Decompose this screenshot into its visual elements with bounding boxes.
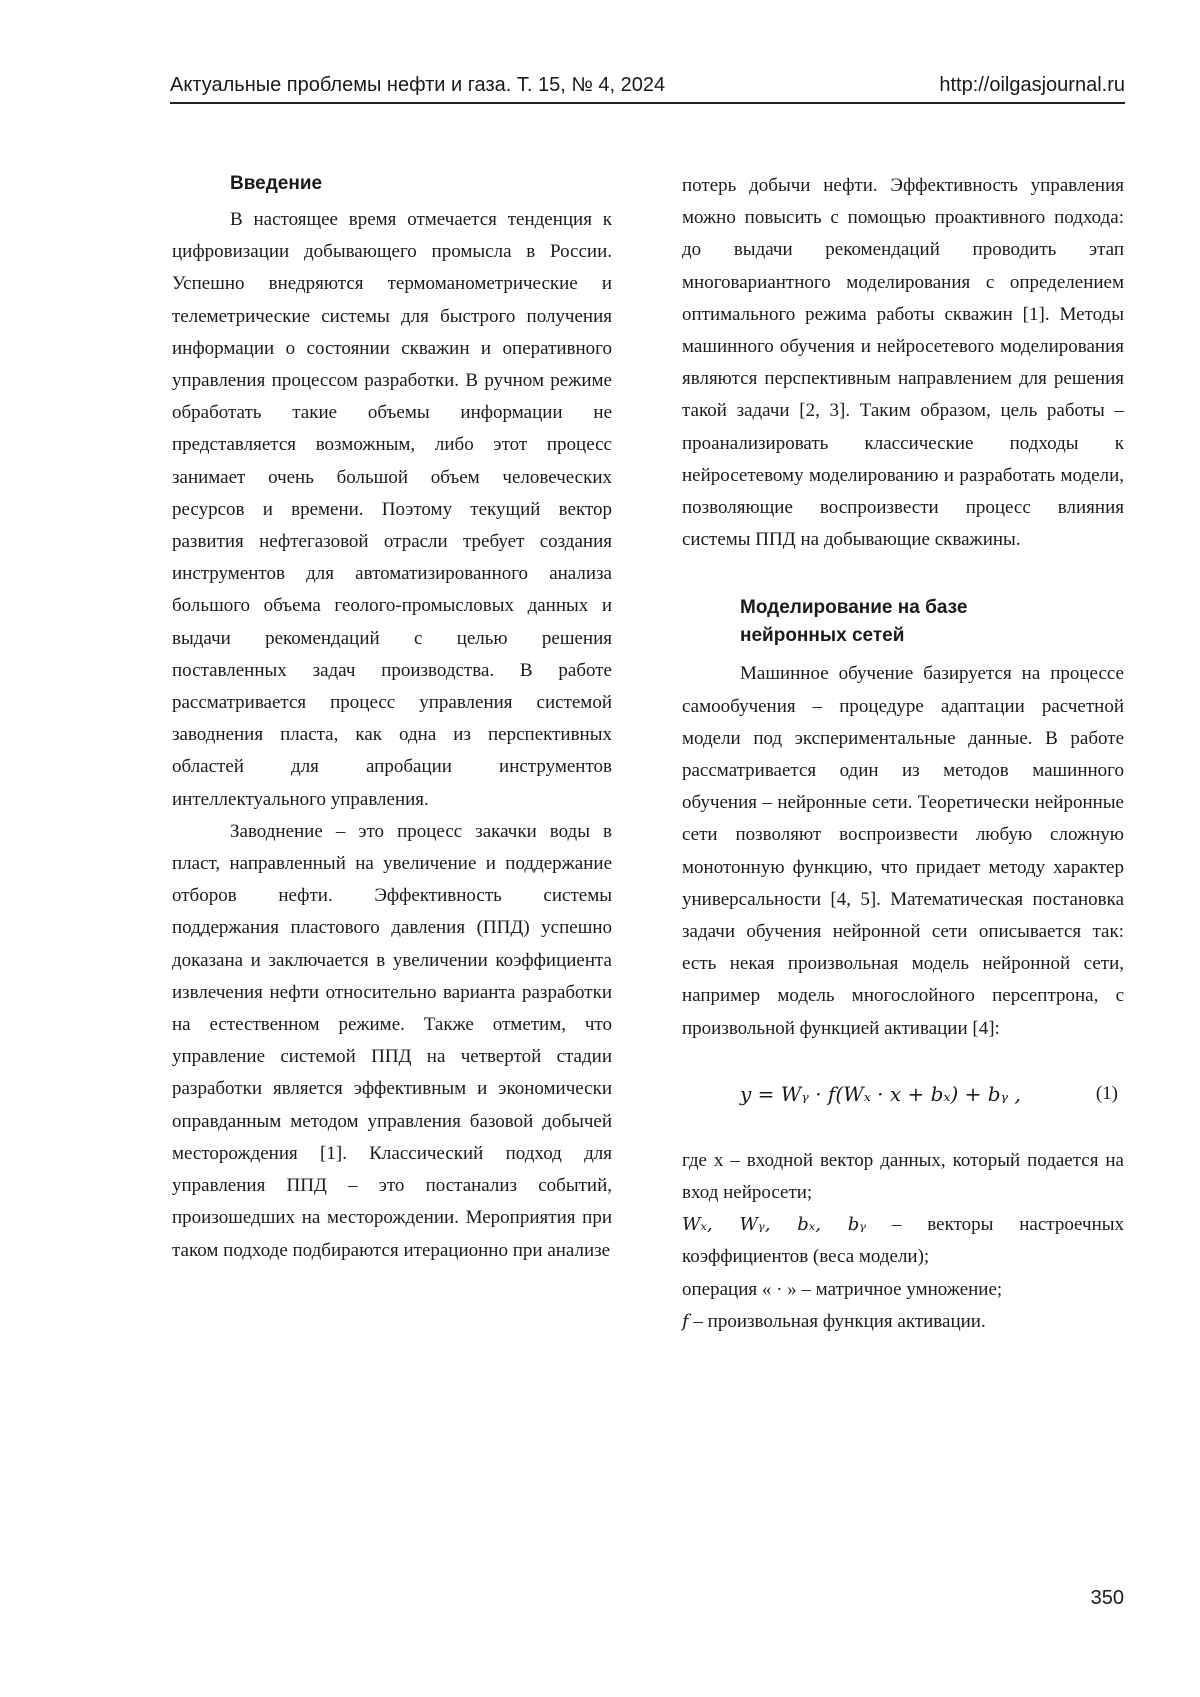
equation-expression: y = Wᵧ · f(Wₓ · x + bₓ) + bᵧ , [740,1081,1021,1106]
section-heading-nn [740,594,1124,650]
definition-symbol: f [682,1310,689,1332]
page-number: 350 [1090,1587,1124,1609]
left-column [172,170,612,1267]
equation-number: (1) [1095,1082,1118,1104]
definition [682,1209,1124,1273]
definition [682,1306,1124,1338]
heading-line: нейронных сетей [740,625,905,647]
section-heading-introduction: Введение [230,173,323,194]
paragraph: потерь добычи нефти. Эффективность управления можно повысить с помощью проактивного подхода: до выдачи рекомендаций проводить этап многовариантного моделирования с определением оптимального режима работы скважин [1]. Методы машинного обучения и нейросетевого моделирования являются перспективным направлением для решения такой задачи [2, 3]. Таким образом, цель работы – проанализировать классические подходы к нейросетевому моделированию и разработать модели, позволяющие воспроизвести процесс влияния системы ППД на добывающие скважины. [682,175,1124,551]
definition-symbols: Wₓ, Wᵧ, bₓ, bᵧ [682,1214,867,1236]
definitions [682,1145,1124,1338]
heading-line: Моделирование на базе [740,597,968,619]
definition-text: – векторы настроечных коэффициентов (веса модели); [682,1214,1124,1268]
equation [682,1073,1124,1115]
paragraph: Заводнение – это процесс закачки воды в пласт, направленный на увеличение и поддержание отборов нефти. Эффективность системы поддержания пластового давления (ППД) успешно доказана и заключается в увеличении коэффициента извлечения нефти относительно варианта разработки на естественном режиме. Также отметим, что управление системой ППД на четвертой стадии разработки является эффективным и экономически оправданным методом управления базовой добычей месторождения [1]. Классический подход для управления ППД – это постанализ событий, произошедших на месторождении. Мероприятия при таком подходе подбираются итерационно при анализе [172,820,612,1261]
definition: где x – входной вектор данных, который подается на вход нейросети; [682,1149,1124,1204]
definition-text: – произвольная функция активации. [688,1310,986,1332]
paragraph: Машинное обучение базируется на процессе самообучения – процедуре адаптации расчетной модели под экспериментальные данные. В работе рассматривается один из методов машинного обучения – нейронные сети. Теоретически нейронные сети позволяют воспроизвести любую сложную монотонную функцию, что придает методу характер универсальности [4, 5]. Математическая постановка задачи обучения нейронной сети описывается так: есть некая произвольная модель нейронной сети, например модель многослойного персептрона, с произвольной функцией активации [4]: [682,663,1124,1039]
journal-title: Актуальные проблемы нефти и газа. Т. 15, № 4, 2024 [170,74,666,96]
running-header [170,72,1125,104]
right-column [682,170,1124,1338]
journal-url[interactable]: http://oilgasjournal.ru [939,74,1125,96]
paragraph: В настоящее время отмечается тенденция к цифровизации добывающего промысла в России. Успешно внедряются термоманометрические и телеметрические системы для быстрого получения информации о состоянии скважин и оперативного управления процессом разработки. В ручном режиме обработать такие объемы информации не представляется возможным, либо этот процесс занимает очень большой объем человеческих ресурсов и времени. Поэтому текущий вектор развития нефтегазовой отрасли требует создания инструментов для автоматизированного анализа большого объема геолого-промысловых данных и выдачи рекомендаций с целью решения поставленных задач производства. В работе рассматривается процесс управления системой заводнения пласта, как одна из перспективных областей для апробации инструментов интеллектуального управления. [172,209,612,810]
definition: операция « · » – матричное умножение; [682,1278,1003,1300]
